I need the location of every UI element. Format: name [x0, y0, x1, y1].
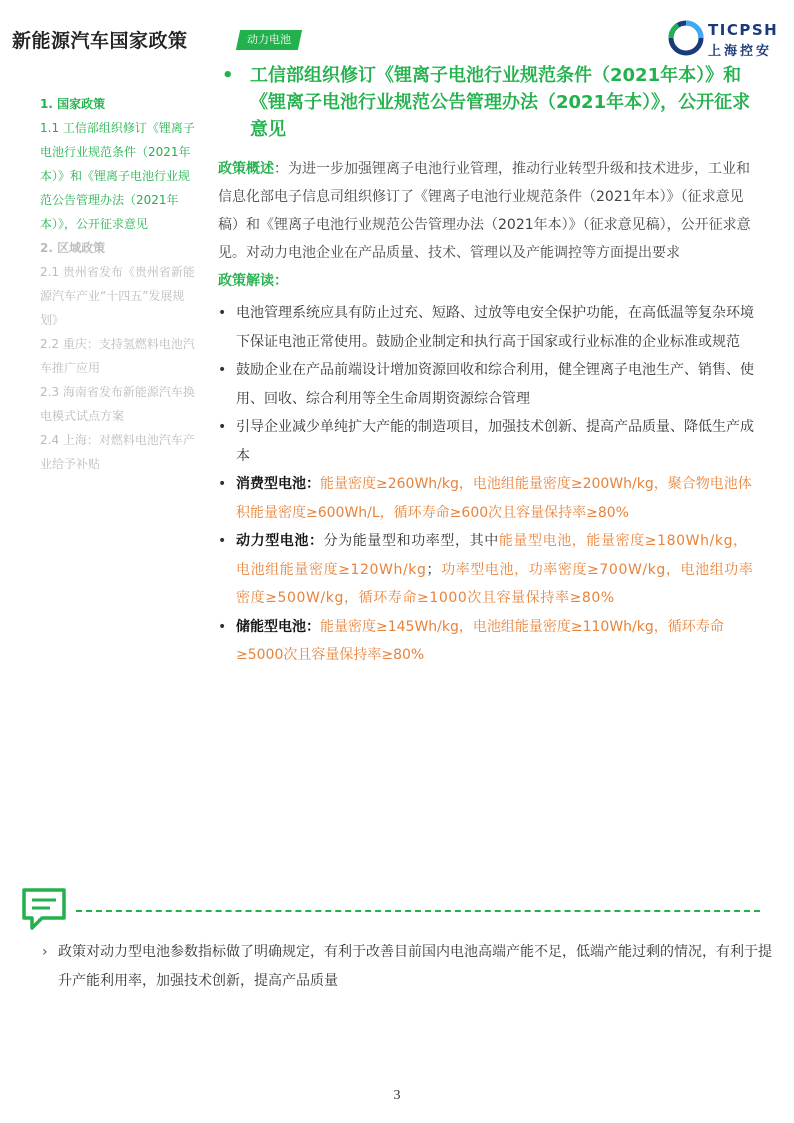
consumer-battery-spec: 能量密度≥260Wh/kg，电池组能量密度≥200Wh/kg，聚合物电池体积能量密度≥600Wh/L，循环寿命≥600次且容量保持率≥80% [236, 476, 752, 521]
chevron-right-icon: › [42, 944, 48, 960]
bullet-dot: • [218, 305, 227, 321]
summary-divider [20, 886, 760, 936]
heading-bullet: • [222, 65, 234, 86]
policy-heading-text: 工信部组织修订《锂离子电池行业规范条件（2021年本）》和《锂离子电池行业规范公告管理办法（2021年本）》，公开征求意见 [250, 65, 751, 140]
bullet-dot: • [218, 419, 227, 435]
summary-text: 政策对动力型电池参数指标做了明确规定，有利于改善目前国内电池高端产能不足，低端产能过剩的情况，有利于提升产能利用率，加强技术创新，提高产品质量 [58, 944, 772, 989]
logo-text-en: TICPSH [708, 21, 779, 39]
list-item [218, 356, 758, 413]
list-item-text: 电池管理系统应具有防止过充、短路、过放等电安全保护功能，在高低温等复杂环境下保证电池正常使用。鼓励企业制定和执行高于国家或行业标准的企业标准或规范 [236, 305, 754, 350]
toc-item-regional-policy[interactable]: 2. 区域政策 [40, 241, 106, 255]
list-item-text: 鼓励企业在产品前端设计增加资源回收和综合利用，健全锂离子电池生产、销售、使用、回收、综合利用等全生命周期资源综合管理 [236, 362, 754, 407]
bullet-dot: • [218, 476, 227, 492]
policy-overview [218, 155, 758, 267]
dashed-divider [76, 910, 760, 912]
consumer-battery-item [218, 470, 758, 527]
overview-label: 政策概述 [218, 161, 274, 177]
category-tag-label: 动力电池 [247, 33, 291, 46]
page-title: 新能源汽车国家政策 [12, 30, 188, 52]
bullet-dot: • [218, 533, 227, 549]
interpretation-label: 政策解读 [218, 273, 274, 289]
toc-item-2-2[interactable]: 2.2 重庆：支持氢燃料电池汽车推广应用 [40, 337, 195, 375]
list-item [218, 299, 758, 356]
table-of-contents [40, 92, 200, 476]
company-logo [668, 20, 786, 60]
interpretation-colon: ： [274, 273, 288, 289]
toc-item-2-1[interactable]: 2.1 贵州省发布《贵州省新能源汽车产业“十四五”发展规划》 [40, 265, 195, 327]
storage-battery-title: 储能型电池： [236, 618, 320, 635]
page-number: 3 [393, 1088, 401, 1103]
category-tag [236, 30, 302, 50]
policy-summary [42, 938, 778, 996]
logo-text-cn: 上海控安 [708, 44, 773, 59]
policy-heading [218, 62, 758, 143]
power-battery-title: 动力型电池： [236, 533, 324, 549]
toc-item-1-1[interactable]: 1.1 工信部组织修订《锂离子电池行业规范条件（2021年本）》和《锂离子电池行业规范公告管理办法（2021年本）》，公开征求意见 [40, 121, 195, 231]
interpretation-list [218, 299, 758, 670]
interpretation-heading [218, 267, 758, 295]
list-item [218, 413, 758, 470]
chat-bubble-icon [20, 886, 68, 932]
toc-item-2-4[interactable]: 2.4 上海：对燃料电池汽车产业给予补贴 [40, 433, 195, 471]
toc-item-2-3[interactable]: 2.3 海南省发布新能源汽车换电模式试点方案 [40, 385, 195, 423]
power-battery-intro: 分为能量型和功率型，其中 [323, 533, 499, 549]
spec-separator: ； [426, 561, 442, 578]
energy-type-spec: 能量型电池，能量密度≥180Wh/kg，电池组能量密度≥120Wh/kg [236, 533, 748, 578]
storage-battery-item [218, 613, 758, 670]
bullet-dot: • [218, 618, 227, 635]
toc-item-national-policy[interactable]: 1. 国家政策 [40, 97, 106, 111]
power-type-spec: 功率型电池，功率密度≥700W/kg，电池组功率密度≥500W/kg，循环寿命≥1000次且容量保持率≥80% [236, 561, 754, 606]
bullet-dot: • [218, 362, 227, 378]
power-battery-item [218, 527, 758, 613]
storage-battery-spec: 能量密度≥145Wh/kg，电池组能量密度≥110Wh/kg，循环寿命≥5000次且容量保持率≥80% [236, 618, 724, 663]
list-item-text: 引导企业减少单纯扩大产能的制造项目，加强技术创新、提高产品质量、降低生产成本 [236, 419, 754, 464]
overview-text: ：为进一步加强锂离子电池行业管理，推动行业转型升级和技术进步，工业和信息化部电子信息司组织修订了《锂离子电池行业规范条件（2021年本）》（征求意见稿）和《锂离子电池行业规范公告管理办法（2021年本）》（征求意见稿），公开征求意见。对动力电池企业在产品质量、技术、管理以及产能调控等方面提出要求 [218, 161, 751, 261]
consumer-battery-title: 消费型电池： [236, 476, 320, 492]
main-content [218, 62, 758, 670]
logo-mark-icon [668, 20, 704, 56]
